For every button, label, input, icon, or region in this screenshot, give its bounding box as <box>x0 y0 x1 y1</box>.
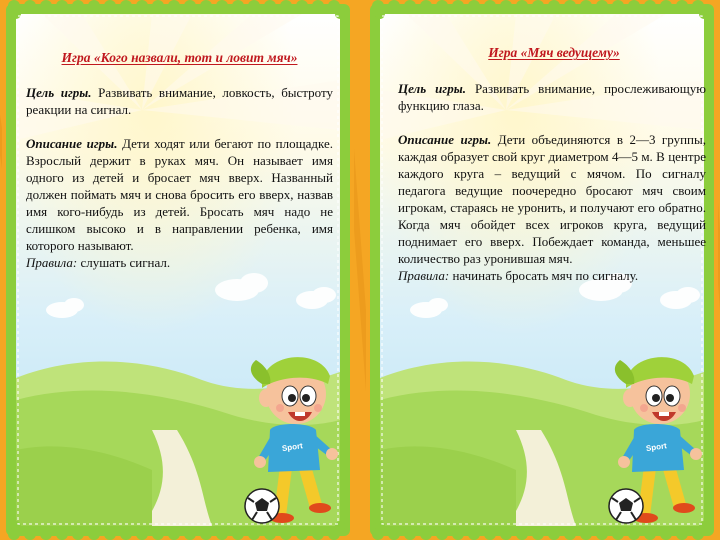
rules-text: начинать бросать мяч по сигналу. <box>449 268 639 283</box>
rules-label: Правила: <box>398 268 450 283</box>
game-title: Игра «Мяч ведущему» <box>488 45 620 60</box>
card-text <box>26 49 333 271</box>
goal-paragraph <box>398 80 706 114</box>
goal-paragraph <box>26 84 333 118</box>
card-text <box>398 44 706 284</box>
game-card-left <box>2 0 354 540</box>
rules-text: слушать сигнал. <box>77 255 171 270</box>
description-paragraph <box>26 135 333 254</box>
goal-text: Развивать внимание, прослеживающую функцию глаза. <box>398 81 706 113</box>
description-text: Дети объединяются в 2—3 группы, каждая образует свой круг диаметром 4—5 м. В центре каждого круга – ведущий с мячом. По сигналу педагога ведущие поочередно бросают мяч своим игрокам, стараясь не уронить, и получают его обратно. Когда мяч обойдет всех игроков круга, ведущий поднимает его вверх. Побеждает команда, меньшее количество раз уронившая мяч. <box>398 132 706 266</box>
game-title: Игра «Кого назвали, тот и ловит мяч» <box>61 50 298 65</box>
shirt-text: Sport <box>281 441 304 454</box>
shirt-text: Sport <box>645 441 668 454</box>
description-label: Описание игры. <box>398 132 492 147</box>
goal-label: Цель игры. <box>398 81 466 96</box>
goal-text: Развивать внимание, ловкость, быстроту реакции на сигнал. <box>26 85 333 117</box>
rules-paragraph <box>26 254 333 271</box>
rules-paragraph <box>398 267 706 284</box>
description-paragraph <box>398 131 706 267</box>
goal-label: Цель игры. <box>26 85 92 100</box>
boy-football-illustration <box>240 338 350 530</box>
rules-label: Правила: <box>26 255 78 270</box>
boy-football-illustration <box>604 338 714 530</box>
game-card-right <box>366 0 718 540</box>
description-text: Дети ходят или бегают по площадке. Взрослый держит в руках мяч. Он называет имя одного из детей и бросает мяч вверх. Названный должен поймать мяч и снова бросить его вверх, назвав имя кого-нибудь из детей. Бросать мяч надо не слишком высоко и в направлении ребенка, имя которого называют. <box>26 136 333 253</box>
description-label: Описание игры. <box>26 136 118 151</box>
